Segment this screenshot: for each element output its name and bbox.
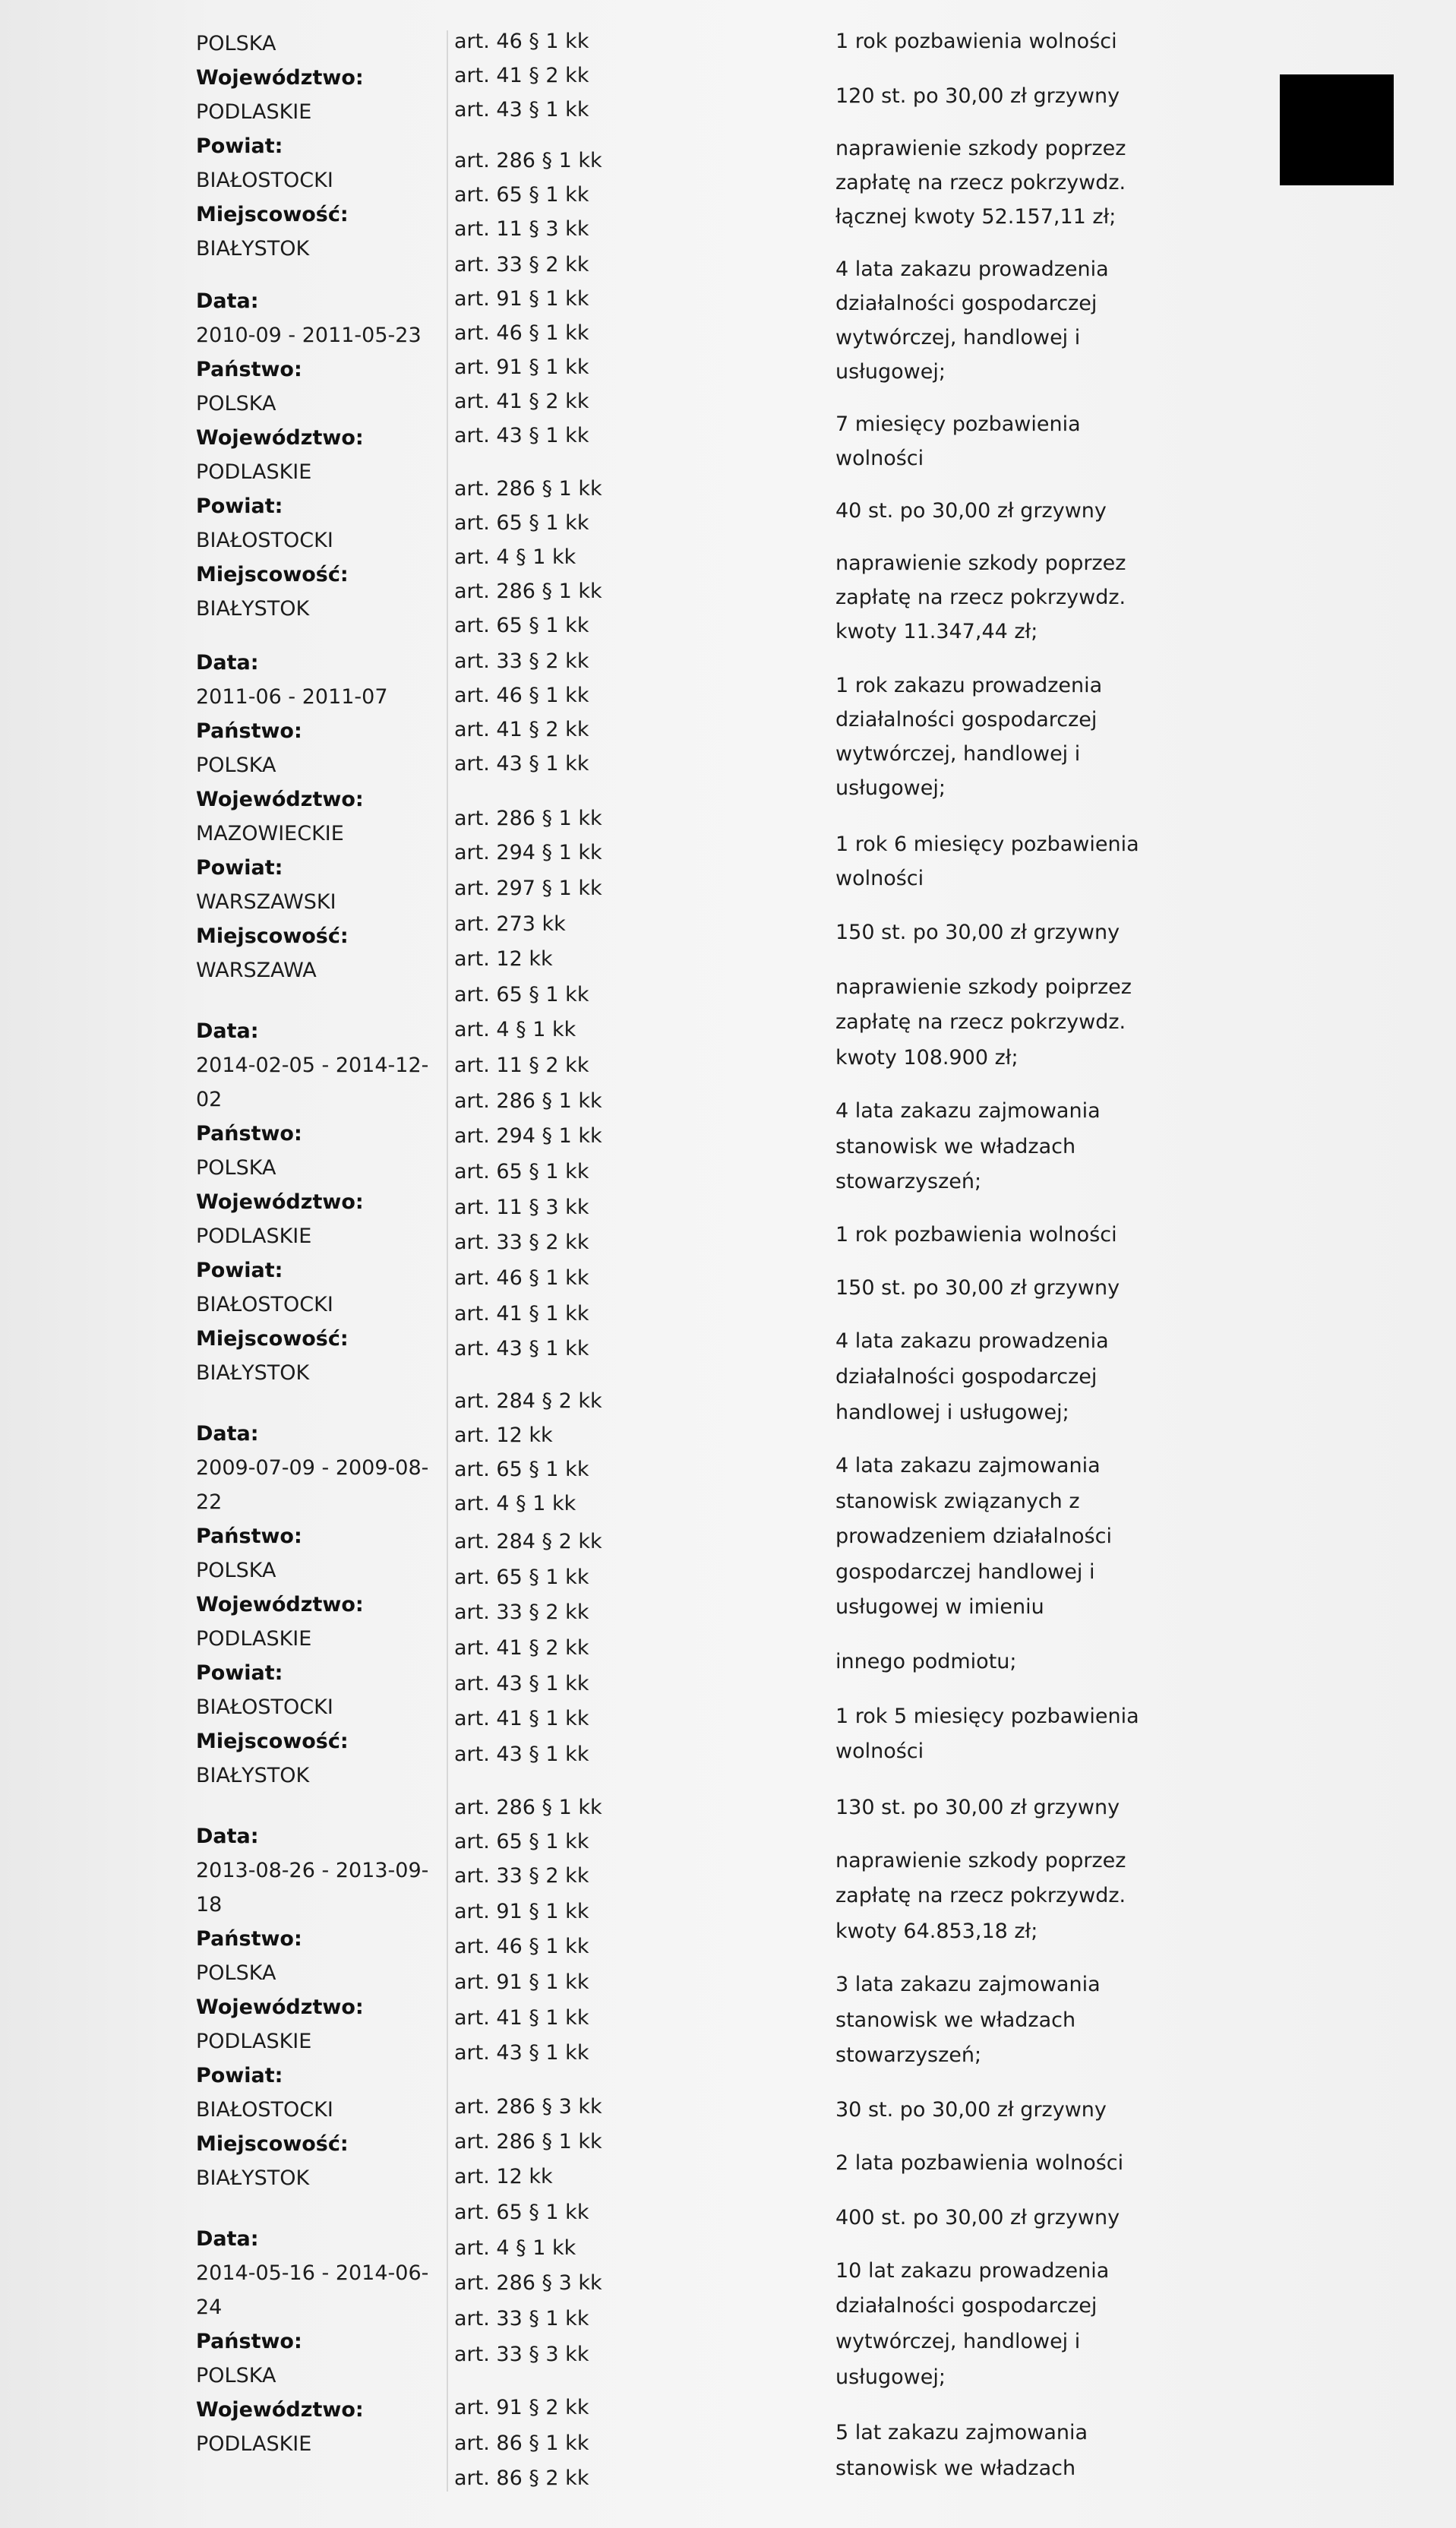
penalty-text: działalności gospodarczej (835, 1365, 1098, 1389)
legal-article: art. 91 § 1 kk (454, 287, 589, 311)
penalty-text: wytwórczej, handlowej i (835, 2330, 1081, 2353)
field-label: Miejscowość: (196, 2132, 349, 2156)
legal-article: art. 286 § 3 kk (454, 2271, 602, 2295)
penalty-text: wolności (835, 447, 924, 470)
field-value: PODLASKIE (196, 100, 312, 124)
field-label: Województwo: (196, 1593, 364, 1616)
legal-article: art. 286 § 1 kk (454, 2130, 602, 2154)
penalty-text: wytwórczej, handlowej i (835, 742, 1081, 766)
field-value: 2010-09 - 2011-05-23 (196, 324, 422, 347)
legal-article: art. 65 § 1 kk (454, 1566, 589, 1589)
penalties-column (835, 0, 1367, 2528)
penalty-text: 3 lata zakazu zajmowania (835, 1973, 1101, 1996)
penalty-text: działalności gospodarczej (835, 292, 1098, 315)
field-label: Data: (196, 1019, 259, 1043)
field-label: Powiat: (196, 495, 283, 518)
penalty-text: kwoty 11.347,44 zł; (835, 620, 1038, 643)
legal-article: art. 4 § 1 kk (454, 1492, 576, 1515)
legal-article: art. 46 § 1 kk (454, 684, 589, 707)
penalty-text: 1 rok pozbawienia wolności (835, 1223, 1117, 1247)
penalty-text: usługowej; (835, 2365, 946, 2389)
legal-article: art. 41 § 2 kk (454, 390, 589, 413)
field-value: BIAŁYSTOK (196, 1361, 310, 1385)
legal-article: art. 43 § 1 kk (454, 1743, 589, 1766)
legal-article: art. 284 § 2 kk (454, 1530, 602, 1553)
field-value: MAZOWIECKIE (196, 822, 344, 845)
penalty-text: prowadzeniem działalności (835, 1525, 1112, 1548)
field-label: Województwo: (196, 1996, 364, 2019)
penalty-text: 150 st. po 30,00 zł grzywny (835, 1276, 1120, 1300)
penalty-text: zapłatę na rzecz pokrzywdz. (835, 586, 1126, 609)
legal-article: art. 43 § 1 kk (454, 1672, 589, 1695)
penalty-text: stanowisk we władzach (835, 2008, 1076, 2032)
penalty-text: wytwórczej, handlowej i (835, 326, 1081, 349)
field-label: Województwo: (196, 788, 364, 811)
field-label: Państwo: (196, 1525, 302, 1548)
penalty-text: 4 lata zakazu prowadzenia (835, 1329, 1109, 1353)
penalty-text: wolności (835, 867, 924, 890)
field-value: BIAŁOSTOCKI (196, 529, 333, 552)
legal-article: art. 43 § 1 kk (454, 2041, 589, 2065)
field-value: WARSZAWSKI (196, 890, 336, 914)
legal-article: art. 33 § 2 kk (454, 1864, 589, 1888)
legal-article: art. 91 § 1 kk (454, 1900, 589, 1923)
legal-article: art. 286 § 3 kk (454, 2095, 602, 2119)
field-value: BIAŁOSTOCKI (196, 1293, 333, 1316)
legal-article: art. 43 § 1 kk (454, 1337, 589, 1360)
field-label: Województwo: (196, 66, 364, 90)
field-label: Data: (196, 651, 259, 675)
legal-article: art. 65 § 1 kk (454, 2201, 589, 2224)
penalty-text: 4 lata zakazu zajmowania (835, 1454, 1101, 1477)
field-value: 2014-05-16 - 2014-06- (196, 2261, 429, 2285)
legal-article: art. 33 § 2 kk (454, 253, 589, 276)
legal-article: art. 65 § 1 kk (454, 183, 589, 207)
field-value: 22 (196, 1490, 223, 1514)
field-label: Miejscowość: (196, 1327, 349, 1351)
field-label: Województwo: (196, 426, 364, 450)
penalty-text: wolności (835, 1740, 924, 1763)
legal-article: art. 11 § 2 kk (454, 1054, 589, 1077)
penalty-text: zapłatę na rzecz pokrzywdz. (835, 1884, 1126, 1907)
penalty-text: handlowej i usługowej; (835, 1401, 1069, 1424)
legal-article: art. 33 § 1 kk (454, 2307, 589, 2330)
penalty-text: naprawienie szkody poprzez (835, 137, 1126, 160)
field-value: 2009-07-09 - 2009-08- (196, 1456, 429, 1480)
field-value: BIAŁYSTOK (196, 1764, 310, 1787)
penalty-text: 150 st. po 30,00 zł grzywny (835, 921, 1120, 944)
penalty-text: zapłatę na rzecz pokrzywdz. (835, 1010, 1126, 1034)
field-label: Państwo: (196, 1122, 302, 1146)
field-value: POLSKA (196, 1559, 276, 1582)
legal-article: art. 286 § 1 kk (454, 1796, 602, 1819)
legal-article: art. 65 § 1 kk (454, 1830, 589, 1853)
legal-article: art. 43 § 1 kk (454, 752, 589, 776)
field-label: Miejscowość: (196, 1730, 349, 1753)
penalty-text: 4 lata zakazu zajmowania (835, 1099, 1101, 1123)
legal-article: art. 43 § 1 kk (454, 424, 589, 447)
field-value: BIAŁYSTOK (196, 597, 310, 621)
penalty-text: stowarzyszeń; (835, 2043, 982, 2067)
field-value: PODLASKIE (196, 1224, 312, 1248)
field-label: Województwo: (196, 2398, 364, 2422)
legal-article: art. 91 § 1 kk (454, 356, 589, 379)
field-value: POLSKA (196, 1961, 276, 1985)
field-value: BIAŁYSTOK (196, 2166, 310, 2190)
penalty-text: łącznej kwoty 52.157,11 zł; (835, 205, 1116, 229)
penalty-text: naprawienie szkody poiprzez (835, 975, 1132, 999)
legal-article: art. 65 § 1 kk (454, 983, 589, 1006)
penalty-text: 1 rok pozbawienia wolności (835, 30, 1117, 53)
penalty-text: naprawienie szkody poprzez (835, 1849, 1126, 1872)
field-label: Państwo: (196, 719, 302, 743)
column-divider (447, 30, 448, 2492)
field-label: Powiat: (196, 2064, 283, 2087)
field-value: PODLASKIE (196, 2030, 312, 2053)
penalty-text: usługowej w imieniu (835, 1595, 1044, 1619)
penalty-text: kwoty 108.900 zł; (835, 1046, 1019, 1070)
penalty-text: 120 st. po 30,00 zł grzywny (835, 84, 1120, 108)
field-value: POLSKA (196, 754, 276, 777)
penalty-text: usługowej; (835, 360, 946, 384)
penalty-text: 30 st. po 30,00 zł grzywny (835, 2098, 1107, 2122)
field-label: Miejscowość: (196, 203, 349, 226)
field-value: WARSZAWA (196, 959, 317, 982)
field-label: Powiat: (196, 1661, 283, 1685)
field-label: Data: (196, 1422, 259, 1446)
legal-article: art. 273 kk (454, 912, 566, 936)
field-value: POLSKA (196, 392, 276, 416)
penalty-text: stowarzyszeń; (835, 1170, 982, 1193)
field-label: Data: (196, 1825, 259, 1848)
legal-article: art. 286 § 1 kk (454, 477, 602, 501)
legal-article: art. 284 § 2 kk (454, 1389, 602, 1413)
penalty-text: 7 miesięcy pozbawienia (835, 412, 1081, 436)
legal-article: art. 286 § 1 kk (454, 807, 602, 830)
legal-article: art. 43 § 1 kk (454, 98, 589, 122)
field-value: PODLASKIE (196, 1627, 312, 1651)
penalty-text: działalności gospodarczej (835, 708, 1098, 732)
legal-article: art. 41 § 1 kk (454, 1707, 589, 1730)
legal-article: art. 286 § 1 kk (454, 1089, 602, 1113)
legal-article: art. 294 § 1 kk (454, 1124, 602, 1148)
legal-article: art. 46 § 1 kk (454, 321, 589, 345)
legal-article: art. 11 § 3 kk (454, 1196, 589, 1219)
penalty-text: zapłatę na rzecz pokrzywdz. (835, 171, 1126, 194)
legal-article: art. 41 § 1 kk (454, 1302, 589, 1326)
legal-article: art. 4 § 1 kk (454, 2236, 576, 2260)
penalty-text: usługowej; (835, 776, 946, 800)
field-label: Powiat: (196, 134, 283, 158)
legal-article: art. 12 kk (454, 947, 553, 971)
field-value: 24 (196, 2296, 223, 2319)
penalty-text: działalności gospodarczej (835, 2294, 1098, 2318)
penalty-text: 10 lat zakazu prowadzenia (835, 2259, 1110, 2283)
redaction-box (1280, 74, 1394, 185)
field-value: POLSKA (196, 32, 276, 55)
field-label: Data: (196, 289, 259, 313)
legal-articles-column (454, 0, 788, 2528)
field-label: Państwo: (196, 358, 302, 381)
legal-article: art. 46 § 1 kk (454, 30, 589, 53)
field-value: POLSKA (196, 1156, 276, 1180)
field-value: BIAŁOSTOCKI (196, 169, 333, 192)
penalty-text: 2 lata pozbawienia wolności (835, 2151, 1124, 2175)
legal-article: art. 46 § 1 kk (454, 1266, 589, 1290)
field-label: Data: (196, 2227, 259, 2251)
field-label: Powiat: (196, 1259, 283, 1282)
legal-article: art. 41 § 2 kk (454, 1636, 589, 1660)
field-value: POLSKA (196, 2364, 276, 2387)
field-label: Miejscowość: (196, 563, 349, 586)
field-value: PODLASKIE (196, 2432, 312, 2456)
legal-article: art. 86 § 1 kk (454, 2432, 589, 2455)
legal-article: art. 11 § 3 kk (454, 217, 589, 241)
location-date-column (196, 0, 447, 2528)
legal-article: art. 286 § 1 kk (454, 580, 602, 603)
penalty-text: innego podmiotu; (835, 1650, 1017, 1673)
penalty-text: stanowisk we władzach (835, 1135, 1076, 1158)
field-value: 2011-06 - 2011-07 (196, 685, 388, 709)
field-value: 2013-08-26 - 2013-09- (196, 1859, 429, 1882)
penalty-text: stanowisk związanych z (835, 1490, 1080, 1513)
legal-article: art. 46 § 1 kk (454, 1935, 589, 1958)
legal-article: art. 33 § 2 kk (454, 1601, 589, 1624)
legal-article: art. 33 § 3 kk (454, 2343, 589, 2366)
field-label: Województwo: (196, 1190, 364, 1214)
legal-article: art. 294 § 1 kk (454, 841, 602, 864)
legal-article: art. 41 § 2 kk (454, 64, 589, 87)
penalty-text: 40 st. po 30,00 zł grzywny (835, 499, 1107, 523)
field-value: 18 (196, 1893, 223, 1917)
legal-article: art. 91 § 1 kk (454, 1970, 589, 1994)
penalty-text: 400 st. po 30,00 zł grzywny (835, 2206, 1120, 2229)
legal-article: art. 86 § 2 kk (454, 2466, 589, 2490)
legal-article: art. 65 § 1 kk (454, 511, 589, 535)
legal-article: art. 91 § 2 kk (454, 2396, 589, 2419)
penalty-text: gospodarczej handlowej i (835, 1560, 1095, 1584)
field-label: Miejscowość: (196, 924, 349, 948)
field-label: Państwo: (196, 2330, 302, 2353)
legal-article: art. 4 § 1 kk (454, 545, 576, 569)
field-label: Powiat: (196, 856, 283, 880)
penalty-text: kwoty 64.853,18 zł; (835, 1920, 1038, 1943)
penalty-text: 5 lat zakazu zajmowania (835, 2421, 1088, 2444)
legal-article: art. 65 § 1 kk (454, 1458, 589, 1481)
penalty-text: 1 rok 6 miesięcy pozbawienia (835, 833, 1139, 856)
legal-article: art. 297 § 1 kk (454, 877, 602, 900)
field-value: 2014-02-05 - 2014-12- (196, 1054, 429, 1077)
field-value: BIAŁOSTOCKI (196, 2098, 333, 2122)
field-value: 02 (196, 1088, 223, 1111)
penalty-text: 1 rok zakazu prowadzenia (835, 674, 1103, 697)
field-label: Państwo: (196, 1927, 302, 1951)
legal-article: art. 286 § 1 kk (454, 149, 602, 172)
penalty-text: 1 rok 5 miesięcy pozbawienia (835, 1705, 1139, 1728)
penalty-text: 130 st. po 30,00 zł grzywny (835, 1796, 1120, 1819)
legal-article: art. 41 § 2 kk (454, 718, 589, 741)
field-value: BIAŁOSTOCKI (196, 1695, 333, 1719)
penalty-text: naprawienie szkody poprzez (835, 551, 1126, 575)
legal-article: art. 12 kk (454, 1424, 553, 1447)
legal-article: art. 65 § 1 kk (454, 1160, 589, 1183)
legal-article: art. 4 § 1 kk (454, 1018, 576, 1041)
legal-article: art. 41 § 1 kk (454, 2006, 589, 2030)
legal-article: art. 33 § 2 kk (454, 649, 589, 673)
penalty-text: 4 lata zakazu prowadzenia (835, 258, 1109, 281)
legal-article: art. 33 § 2 kk (454, 1231, 589, 1254)
legal-article: art. 12 kk (454, 2165, 553, 2188)
penalty-text: stanowisk we władzach (835, 2457, 1076, 2480)
field-value: PODLASKIE (196, 460, 312, 484)
field-value: BIAŁYSTOK (196, 237, 310, 261)
legal-article: art. 65 § 1 kk (454, 614, 589, 637)
